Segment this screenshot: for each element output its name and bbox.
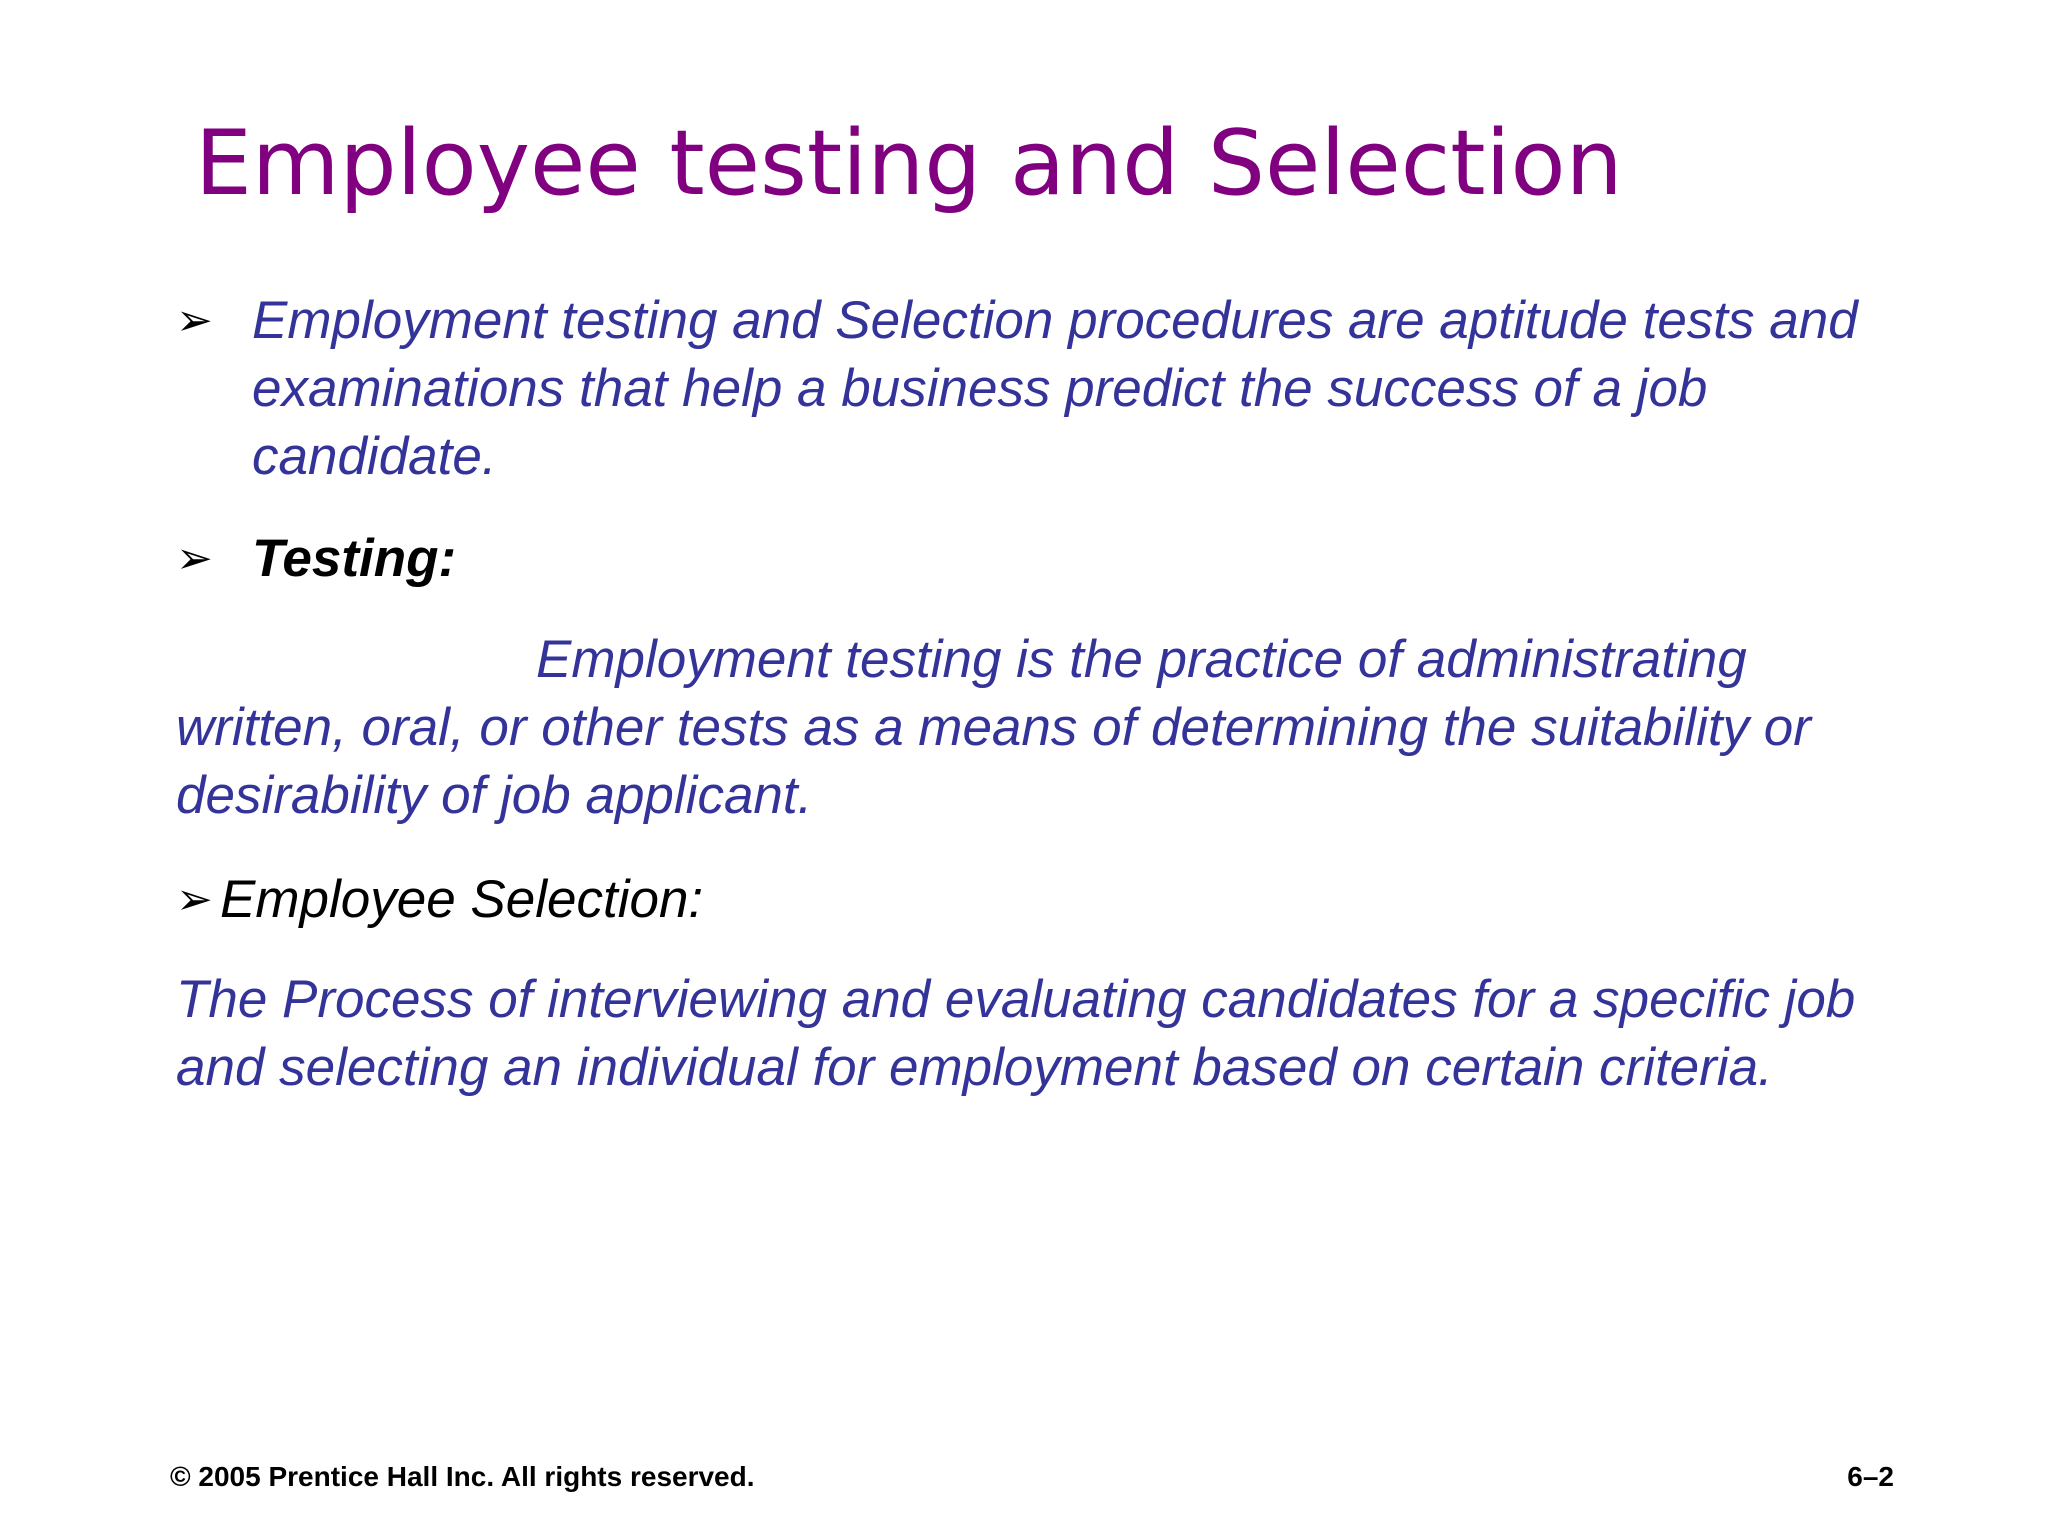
bullet-arrow-icon: ➢: [176, 295, 213, 346]
selection-paragraph: The Process of interviewing and evaluating candidates for a specific job and selecting an individual for employment based on certain criteria.: [176, 970, 1856, 1097]
footer-copyright: © 2005 Prentice Hall Inc. All rights reserved.: [170, 1461, 755, 1492]
bullet-arrow-icon: ➢: [176, 533, 213, 584]
bullet-arrow-icon: ➢: [176, 874, 213, 925]
point1-text: Employment testing and Selection procedures are aptitude tests and examinations that help a business predict the success of a job candidate.: [252, 291, 1858, 486]
testing-paragraph: Employment testing is the practice of administrating written, oral, or other tests as a means of determining the suitability or desirability of job applicant.: [176, 630, 1811, 825]
testing-heading: Testing:: [252, 529, 457, 588]
employee-selection-heading: Employee Selection:: [220, 870, 704, 929]
slide-title: Employee testing and Selection: [195, 111, 1623, 216]
footer-page-number: 6–2: [1847, 1461, 1894, 1492]
